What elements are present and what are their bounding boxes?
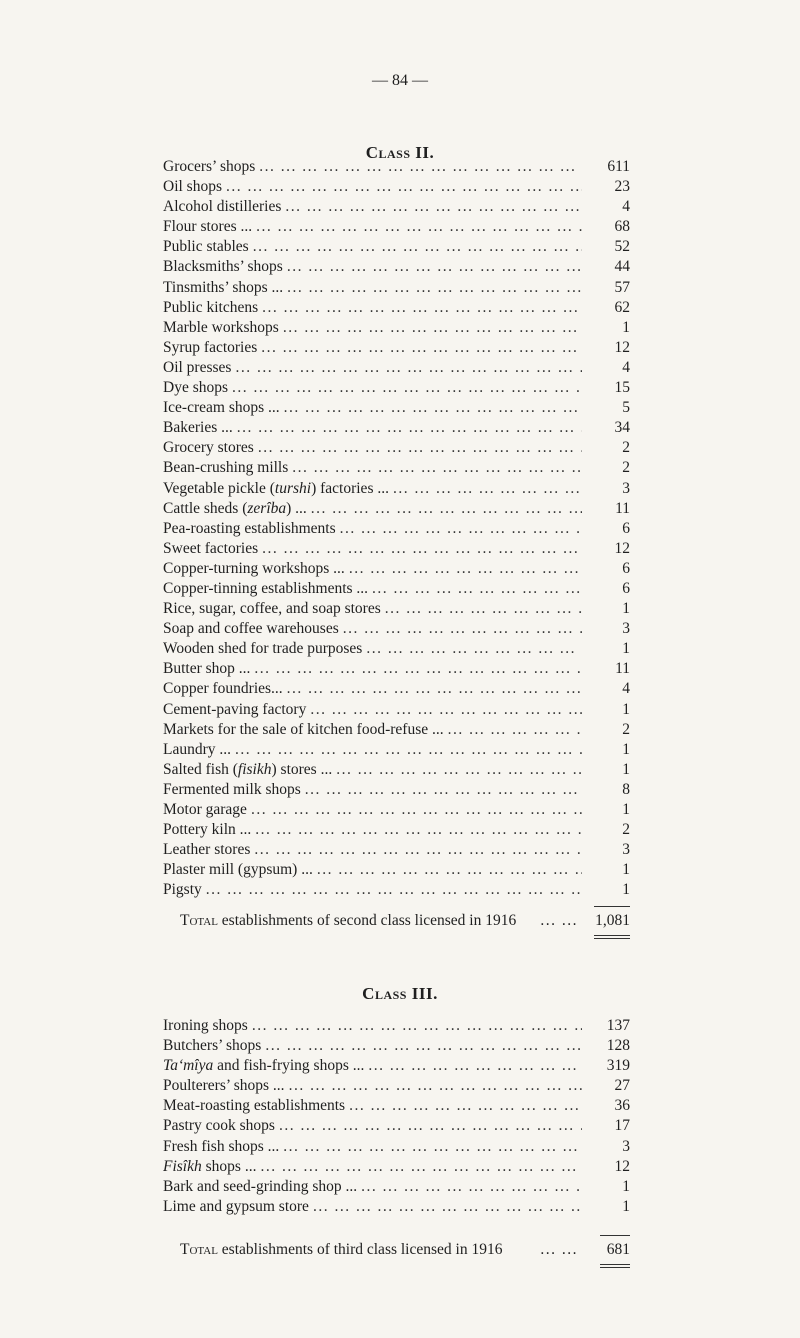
double-rule-top [600,1264,630,1265]
leader-dots [366,639,582,659]
item-label: Grocery stores [163,439,254,457]
item-count: 12 [614,338,630,356]
leader-dots [235,358,582,378]
item-label: Oil presses [163,358,232,376]
item-count: 4 [622,198,630,216]
list-item [163,237,630,257]
item-label: Butter shop ... [163,660,251,678]
item-count: 17 [614,1117,630,1135]
item-count: 4 [622,358,630,376]
class-2-list [163,157,630,900]
list-item [163,398,630,418]
leader-dots [260,1157,582,1177]
list-item [163,599,630,619]
item-count: 3 [622,1137,630,1155]
leader-dots [283,318,582,338]
list-item [163,298,630,318]
item-count: 27 [614,1077,630,1095]
leader-dots [349,1096,582,1116]
item-label: Poulterers’ shops ... [163,1077,285,1095]
class-3-title: Class III. [362,984,438,1003]
item-count: 1 [622,801,630,818]
item-label: Cement-paving factory [163,700,307,718]
list-item [163,257,630,277]
list-item [163,177,630,197]
item-count: 1 [622,600,630,618]
leader-dots [259,157,582,177]
double-rule-top [594,935,630,936]
list-item [163,1137,630,1157]
item-label: Pastry cook shops [163,1117,275,1135]
leader-dots [232,378,582,398]
leader-dots [254,840,582,860]
leader-dots [285,197,582,217]
leader-dots [313,1197,582,1217]
item-label: Ta‘mîya and fish-frying shops ... [163,1057,365,1075]
list-item [163,700,630,720]
item-count: 4 [622,680,630,698]
list-item [163,499,630,519]
leader-dots [256,217,582,237]
item-label: Fisîkh shops ... [163,1157,257,1175]
item-label: Flour stores ... [163,218,253,236]
item-count: 52 [614,238,630,256]
list-item [163,157,630,177]
list-item [163,1076,630,1096]
leader-dots [349,559,582,579]
item-label: Plaster mill (gypsum) ... [163,861,313,879]
list-item [163,780,630,800]
leader-dots [252,1016,582,1036]
leader-dots [385,599,582,619]
item-label: Copper-tinning establishments ... [163,579,369,597]
item-label: Pigsty [163,881,202,899]
list-item [163,559,630,579]
list-item [163,720,630,740]
item-label: Pottery kiln ... [163,821,252,839]
item-label: Bean-crushing mills [163,459,289,477]
leader-dots [265,1036,582,1056]
leader-dots [502,1241,582,1259]
leader-dots [235,740,582,760]
list-item [163,1056,630,1076]
item-count: 12 [614,539,630,557]
item-count: 36 [614,1097,630,1115]
item-label: Grocers’ shops [163,158,256,175]
leader-dots [253,237,582,257]
item-count: 611 [607,158,630,175]
leader-dots [292,458,582,478]
total-count: 681 [606,1241,630,1258]
list-item [163,519,630,539]
list-item [163,1096,630,1116]
leader-dots [262,539,582,559]
item-label: Copper foundries... [163,680,283,698]
item-label: Fermented milk shops [163,780,301,798]
item-count: 1 [622,640,630,658]
list-item [163,217,630,237]
item-label: Laundry ... [163,740,232,758]
leader-dots [258,438,582,458]
list-item [163,378,630,398]
item-count: 15 [614,379,630,397]
leader-dots [283,1137,582,1157]
class-3-total [180,1241,630,1259]
item-label: Sweet factories [163,539,259,557]
leader-dots [317,860,582,880]
class-2-title: Class II. [365,143,435,162]
leader-dots [310,700,582,720]
list-item [163,679,630,699]
leader-dots [343,619,582,639]
item-label: Copper-turning workshops ... [163,559,345,577]
page-number: — 84 — [372,72,428,89]
item-count: 1 [622,700,630,718]
list-item [163,639,630,659]
item-count: 2 [622,720,630,738]
list-item [163,418,630,438]
item-count: 1 [622,861,630,879]
item-count: 1 [622,318,630,336]
item-count: 11 [615,660,630,678]
list-item [163,1157,630,1177]
item-label: Syrup factories [163,338,258,356]
leader-dots [305,780,582,800]
item-label: Wooden shed for trade purposes [163,640,363,658]
leader-dots [287,679,582,699]
item-count: 3 [622,479,630,497]
item-count: 6 [622,579,630,597]
leader-dots [255,820,582,840]
leader-dots [516,912,582,930]
leader-dots [261,338,582,358]
item-count: 1 [622,740,630,758]
item-count: 3 [622,841,630,859]
item-label: Butchers’ shops [163,1037,262,1055]
list-item [163,659,630,679]
item-label: Tinsmiths’ shops ... [163,278,284,296]
item-count: 2 [622,439,630,457]
item-label: Bark and seed-grinding shop ... [163,1177,358,1195]
list-item [163,619,630,639]
item-label: Rice, sugar, coffee, and soap stores [163,600,381,618]
item-label: Ironing shops [163,1017,248,1034]
list-item [163,860,630,880]
item-count: 1 [622,881,630,899]
leader-dots [340,519,582,539]
leader-dots [251,800,582,820]
list-item [163,358,630,378]
item-count: 2 [622,459,630,477]
item-count: 137 [606,1017,630,1034]
list-item [163,740,630,760]
leader-dots [262,298,582,318]
leader-dots [254,659,582,679]
leader-dots [287,257,582,277]
item-count: 68 [614,218,630,236]
leader-dots [289,1076,582,1096]
list-item [163,880,630,900]
item-count: 2 [622,821,630,839]
list-item [163,579,630,599]
total-count: 1,081 [595,912,630,929]
item-count: 1 [622,1177,630,1195]
item-label: Cattle sheds (zerîba) ... [163,499,307,517]
list-item [163,840,630,860]
list-item [163,1036,630,1056]
leader-dots [287,278,582,298]
list-item [163,338,630,358]
leader-dots [284,398,582,418]
item-label: Alcohol distilleries [163,198,282,216]
total-label: Total establishments of third class licensed in 1916 [180,1241,503,1258]
item-label: Markets for the sale of kitchen food-refuse ... [163,720,444,738]
list-item [163,1197,630,1217]
list-item [163,820,630,840]
list-item [163,278,630,298]
item-label: Dye shops [163,379,229,397]
item-label: Bakeries ... [163,419,233,437]
item-count: 3 [622,620,630,638]
leader-dots [368,1056,582,1076]
item-count: 1 [622,1197,630,1215]
item-label: Motor garage [163,801,247,818]
item-label: Soap and coffee warehouses [163,620,339,638]
sum-rule [600,1235,630,1236]
double-rule-bottom [600,1267,630,1268]
list-item [163,800,630,820]
leader-dots [448,720,582,740]
item-count: 62 [614,298,630,316]
leader-dots [237,418,582,438]
item-label: Lime and gypsum store [163,1197,309,1215]
list-item [163,539,630,559]
item-count: 23 [614,178,630,196]
list-item [163,458,630,478]
double-rule-bottom [594,938,630,939]
list-item [163,1116,630,1136]
item-count: 34 [614,419,630,437]
item-count: 44 [614,258,630,276]
leader-dots [393,479,582,499]
item-count: 57 [614,278,630,296]
leader-dots [311,499,582,519]
sum-rule [594,906,630,907]
list-item [163,318,630,338]
total-label: Total establishments of second class licensed in 1916 [180,912,517,929]
item-count: 319 [606,1057,630,1075]
leader-dots [372,579,582,599]
item-count: 5 [622,399,630,417]
item-label: Pea-roasting establishments [163,519,336,537]
leader-dots [336,760,582,780]
class-3-list [163,1016,630,1217]
item-label: Vegetable pickle (turshi) factories ... [163,479,389,497]
class-2-total [180,912,630,930]
leader-dots [361,1177,582,1197]
item-label: Meat-roasting establishments [163,1097,346,1115]
list-item [163,1177,630,1197]
item-label: Salted fish (fisikh) stores ... [163,760,333,778]
list-item [163,479,630,499]
leader-dots [279,1116,582,1136]
leader-dots [226,177,582,197]
item-count: 6 [622,519,630,537]
list-item [163,1016,630,1036]
item-label: Fresh fish shops ... [163,1137,280,1155]
item-count: 12 [614,1157,630,1175]
item-count: 11 [615,499,630,517]
item-label: Oil shops [163,178,222,196]
list-item [163,438,630,458]
item-count: 128 [606,1037,630,1055]
leader-dots [206,880,582,900]
list-item [163,760,630,780]
item-label: Marble workshops [163,318,279,336]
item-label: Public kitchens [163,298,259,316]
item-label: Blacksmiths’ shops [163,258,283,276]
item-label: Ice-cream shops ... [163,399,280,417]
item-count: 6 [622,559,630,577]
list-item [163,197,630,217]
item-count: 1 [622,760,630,778]
item-label: Public stables [163,238,249,256]
class-3-section [0,984,800,1004]
item-label: Leather stores [163,841,251,859]
item-count: 8 [622,780,630,798]
